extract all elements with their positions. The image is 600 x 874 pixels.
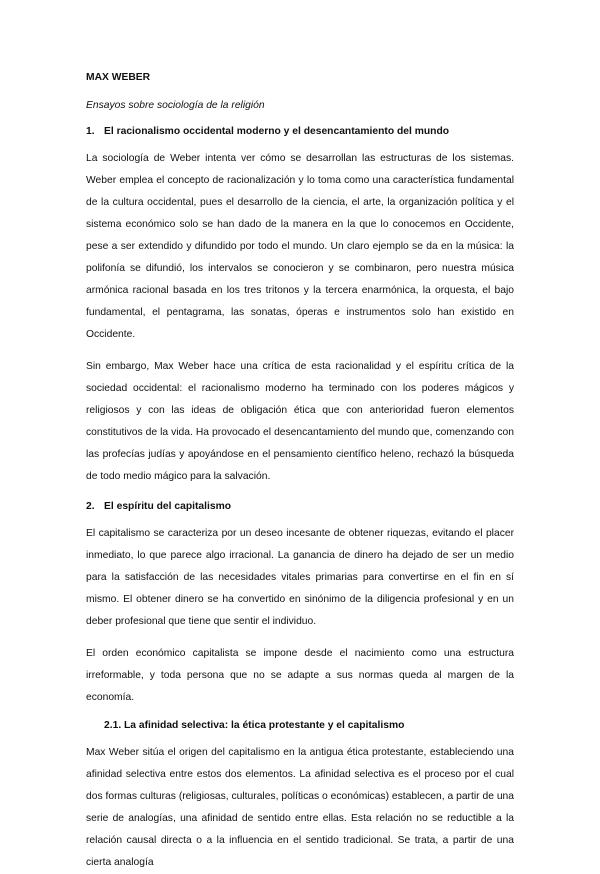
paragraph: La sociología de Weber intenta ver cómo se desarrollan las estructuras de los sistemas. Weber emplea el concepto de racionalización y lo toma como una característica fundamental de la cultura occidental, pues el desarrollo de la ciencia, el arte, la organización política y el sistema económico solo se han dado de la manera en la que lo conocemos en Occidente, pese a ser extendido y difundido por todo el mundo. Un claro ejemplo se da en la música: la polifonía se difundió, los intervalos se conocieron y se combinaron, pero nuestra música armónica racional basada en los tres tritonos y la tercera enarmónica, la orquesta, el bajo fundamental, el pentagrama, las sonatas, óperas e instrumentos solo han existido en Occidente. bbox=[86, 153, 514, 340]
document-content bbox=[86, 60, 514, 874]
section-number: 1. bbox=[86, 126, 95, 137]
section-number: 2. bbox=[86, 501, 95, 512]
section-title: El espíritu del capitalismo bbox=[104, 501, 232, 512]
document-subtitle: Ensayos sobre sociología de la religión bbox=[86, 100, 265, 111]
section-title: El racionalismo occidental moderno y el desencantamiento del mundo bbox=[104, 126, 450, 137]
paragraph: Sin embargo, Max Weber hace una crítica de esta racionalidad y el espíritu crítica de la sociedad occidental: el racionalismo moderno ha terminado con los poderes mágicos y religiosos y con las ideas de obligación ética que con anterioridad fueron elementos constitutivos de la vida. Ha provocado el desencantamiento del mundo que, comenzando con las profecías judías y apoyándose en el pensamiento científico heleno, rechazó la búsqueda de todo medio mágico para la salvación. bbox=[86, 361, 514, 482]
section-heading-1 bbox=[86, 125, 514, 139]
paragraph: El orden económico capitalista se impone desde el nacimiento como una estructura irreformable, y toda persona que no se adapte a sus normas queda al margen de la economía. bbox=[86, 648, 514, 703]
document-title: MAX WEBER bbox=[86, 72, 151, 83]
subsection-number: 2.1. bbox=[104, 720, 122, 731]
paragraph: Max Weber sitúa el origen del capitalismo en la antigua ética protestante, estableciendo una afinidad selectiva entre estos dos elementos. La afinidad selectiva es el proceso por el cual dos formas culturas (religiosas, culturales, políticas o económicas) establecen, a partir de una serie de analogías, una afinidad de sentido entre ellas. Esta relación no se reductible a la relación causal directa o a la influencia en el sentido tradicional. Se trata, a partir de una cierta analogía bbox=[86, 747, 514, 868]
paragraph: El capitalismo se caracteriza por un deseo incesante de obtener riquezas, evitando el placer inmediato, lo que parece algo irracional. La ganancia de dinero ha dejado de ser un medio para la satisfacción de las necesidades vitales primarias para convertirse en el fin en sí mismo. El obtener dinero se ha convertido en sinónimo de la diligencia profesional y en un deber profesional que tiene que sentir el individuo. bbox=[86, 528, 514, 627]
section-heading-2 bbox=[86, 500, 514, 514]
subsection-heading-2-1 bbox=[104, 719, 514, 733]
subsection-title: La afinidad selectiva: la ética protestante y el capitalismo bbox=[124, 720, 405, 731]
